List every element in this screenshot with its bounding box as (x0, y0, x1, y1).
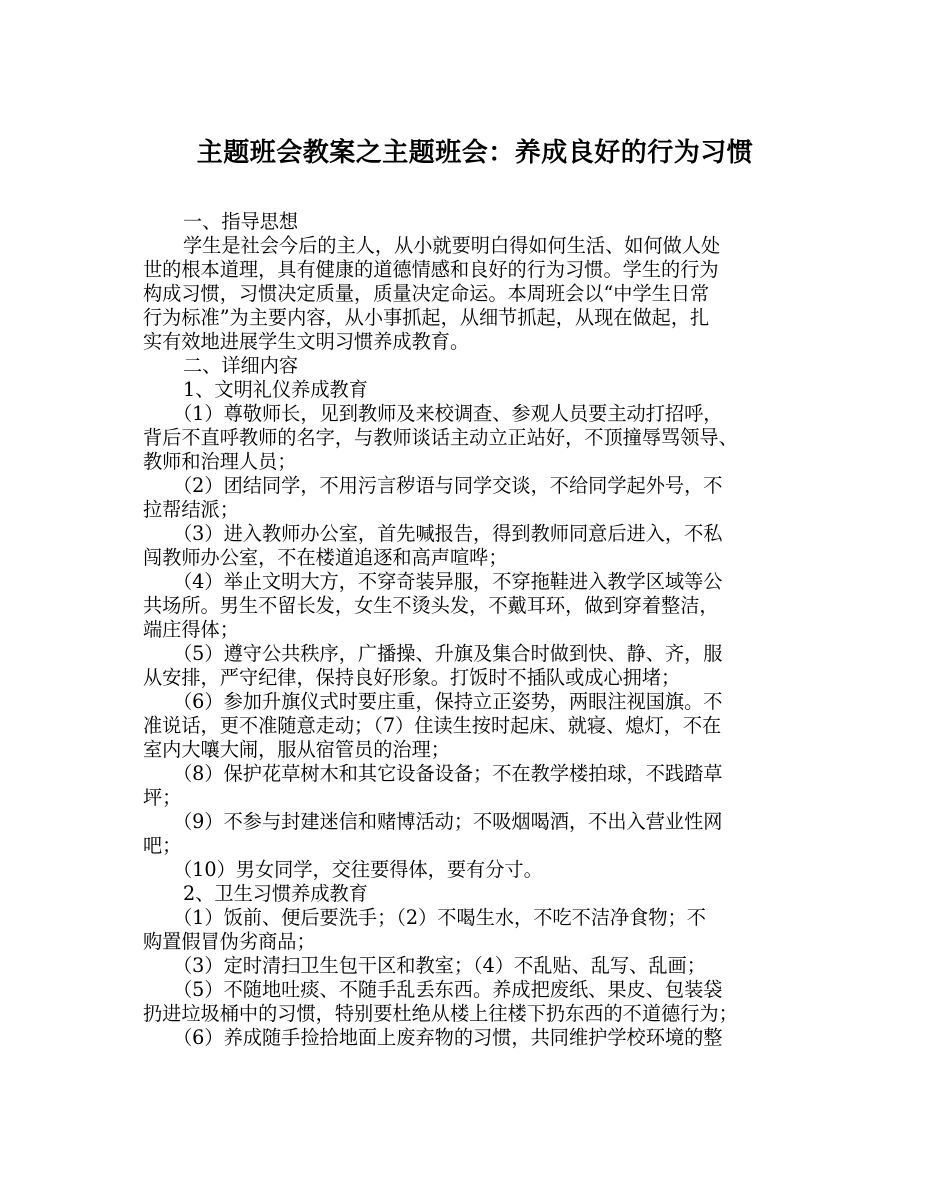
paragraph-line: （1）饭前、便后要洗手；（2）不喝生水，不吃不洁净食物；不 (173, 906, 706, 929)
paragraph-line: 从安排，严守纪律，保持良好形象。打饭时不插队或成心拥堵； (143, 666, 681, 689)
paragraph-line: （3）定时清扫卫生包干区和教室；（4）不乱贴、乱写、乱画； (173, 954, 706, 977)
paragraph-line: 行为标准”为主要内容，从小事抓起，从细节抓起，从现在做起，扎 (143, 306, 710, 329)
document-body (143, 210, 815, 1050)
paragraph-line: （5）不随地吐痰、不随手乱丢东西。养成把废纸、果皮、包装袋 (173, 978, 723, 1001)
paragraph-line: 二、详细内容 (183, 354, 299, 377)
paragraph-line: （2）团结同学，不用污言秽语与同学交谈，不给同学起外号，不 (173, 474, 723, 497)
document-title: 主题班会教案之主题班会：养成良好的行为习惯 (196, 138, 754, 168)
paragraph-line: 购置假冒伪劣商品； (143, 930, 316, 953)
paragraph-line: 教师和治理人员； (143, 450, 297, 473)
paragraph-line: （3）进入教师办公室，首先喊报告，得到教师同意后进入，不私 (173, 522, 723, 545)
paragraph-line: 学生是社会今后的主人，从小就要明白得如何生活、如何做人处 (183, 234, 721, 257)
paragraph-line: 端庄得体； (143, 618, 239, 641)
paragraph-line: 室内大嚷大闹，服从宿管员的治理； (143, 738, 450, 761)
paragraph-line: 扔进垃圾桶中的习惯，特别要杜绝从楼上往楼下扔东西的不道德行为； (143, 1002, 738, 1025)
paragraph-line: 一、指导思想 (183, 210, 299, 233)
paragraph-line: 背后不直呼教师的名字，与教师谈话主动立正站好，不顶撞辱骂领导、 (143, 426, 738, 449)
paragraph-line: 吧； (143, 834, 182, 857)
paragraph-line: （6）参加升旗仪式时要庄重，保持立正姿势，两眼注视国旗。不 (173, 690, 723, 713)
paragraph-line: 1、文明礼仪养成教育 (183, 378, 368, 401)
paragraph-line: 构成习惯，习惯决定质量，质量决定命运。本周班会以“中学生日常 (143, 282, 710, 305)
paragraph-line: 闯教师办公室，不在楼道追逐和高声喧哗； (143, 546, 508, 569)
paragraph-line: 准说话，更不准随意走动；（7）住读生按时起床、就寝、熄灯，不在 (143, 714, 722, 737)
paragraph-line: （4）举止文明大方，不穿奇装异服，不穿拖鞋进入教学区域等公 (173, 570, 723, 593)
paragraph-line: （10）男女同学，交往要得体，要有分寸。 (173, 858, 543, 881)
paragraph-line: 坪； (143, 786, 182, 809)
paragraph-line: （9）不参与封建迷信和赌博活动；不吸烟喝酒，不出入营业性网 (173, 810, 723, 833)
paragraph-line: （8）保护花草树木和其它设备设备；不在教学楼拍球，不践踏草 (173, 762, 723, 785)
paragraph-line: 拉帮结派； (143, 498, 239, 521)
paragraph-line: （5）遵守公共秩序，广播操、升旗及集合时做到快、静、齐，服 (173, 642, 723, 665)
paragraph-line: 2、卫生习惯养成教育 (183, 882, 368, 905)
paragraph-line: （1）尊敬师长，见到教师及来校调查、参观人员要主动打招呼， (173, 402, 723, 425)
paragraph-line: 实有效地进展学生文明习惯养成教育。 (143, 330, 470, 353)
paragraph-line: 世的根本道理，具有健康的道德情感和良好的行为习惯。学生的行为 (143, 258, 719, 281)
paragraph-line: （6）养成随手捡拾地面上废弃物的习惯，共同维护学校环境的整 (173, 1026, 723, 1049)
paragraph-line: 共场所。男生不留长发，女生不烫头发，不戴耳环，做到穿着整洁， (143, 594, 719, 617)
